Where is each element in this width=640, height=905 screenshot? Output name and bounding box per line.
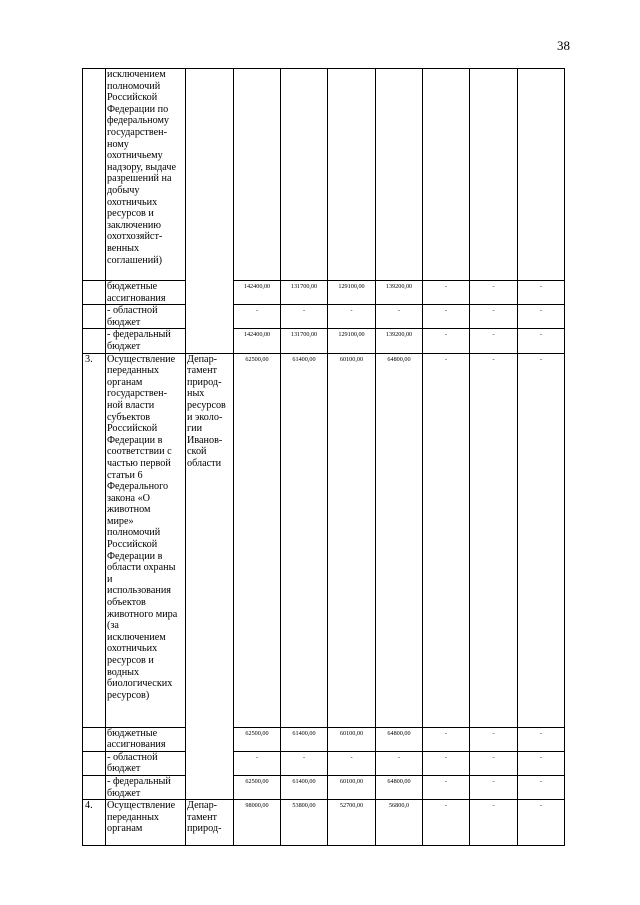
- row-label: - федеральный бюджет: [106, 775, 186, 799]
- table-row-item-3: [83, 353, 565, 727]
- value-cell: -: [518, 281, 565, 305]
- value-cell: -: [470, 353, 518, 727]
- value-cell: -: [423, 800, 470, 846]
- value-cell: -: [518, 800, 565, 846]
- row-label: - областной бюджет: [106, 751, 186, 775]
- value-cell: -: [423, 329, 470, 353]
- value-cell: 98000,00: [234, 800, 281, 846]
- row-label: бюджетные ассигнования: [106, 727, 186, 751]
- row-label: бюджетные ассигнования: [106, 281, 186, 305]
- value-cell: 62500,00: [234, 775, 281, 799]
- value-cell: 64800,00: [376, 353, 423, 727]
- value-cell: -: [376, 305, 423, 329]
- value-cell: -: [470, 800, 518, 846]
- value-cell: 60100,00: [328, 775, 376, 799]
- table-row: [83, 305, 565, 329]
- value-cell: 61400,00: [281, 727, 328, 751]
- value-cell: -: [518, 329, 565, 353]
- executor-cell-continuation: [186, 69, 234, 354]
- value-cell: 53800,00: [281, 800, 328, 846]
- value-cell: -: [281, 305, 328, 329]
- budget-table: [82, 68, 565, 846]
- page-number: 38: [557, 38, 570, 53]
- value-cell: -: [423, 353, 470, 727]
- value-cell: 60100,00: [328, 727, 376, 751]
- value-cell: -: [470, 281, 518, 305]
- value-cell: 139200,00: [376, 281, 423, 305]
- value-cell: -: [423, 751, 470, 775]
- executor-cell: Депар- тамент природ- ных ресурсов и эколо- гии Иванов- ской области: [186, 353, 234, 800]
- value-cell: -: [470, 775, 518, 799]
- value-cell: -: [470, 751, 518, 775]
- value-cell: 61400,00: [281, 775, 328, 799]
- value-cell: -: [423, 775, 470, 799]
- value-cell: 131700,00: [281, 281, 328, 305]
- row-index: 3.: [83, 353, 106, 727]
- value-cell: -: [518, 727, 565, 751]
- value-cell: 52700,00: [328, 800, 376, 846]
- value-cell: -: [376, 751, 423, 775]
- budget-table-wrapper: [82, 68, 565, 846]
- value-cell: -: [328, 751, 376, 775]
- value-cell: -: [518, 353, 565, 727]
- table-row: [83, 727, 565, 751]
- value-cell: 62500,00: [234, 353, 281, 727]
- value-cell: 129100,00: [328, 281, 376, 305]
- value-cell: 64800,00: [376, 775, 423, 799]
- value-cell: 64800,00: [376, 727, 423, 751]
- row-index-cell: [83, 69, 106, 281]
- value-cell: -: [470, 727, 518, 751]
- value-cell: -: [470, 329, 518, 353]
- value-cell: -: [423, 281, 470, 305]
- row-label: - федеральный бюджет: [106, 329, 186, 353]
- table-row: [83, 751, 565, 775]
- value-cell: 142400,00: [234, 281, 281, 305]
- value-cell: -: [518, 305, 565, 329]
- value-cell: -: [518, 751, 565, 775]
- value-cell: -: [234, 305, 281, 329]
- value-cell: 61400,00: [281, 353, 328, 727]
- table-row-item-4: [83, 800, 565, 846]
- item-title: Осуществление переданных органам: [106, 800, 186, 846]
- value-cell: 62500,00: [234, 727, 281, 751]
- row-label: - областной бюджет: [106, 305, 186, 329]
- table-row: [83, 775, 565, 799]
- executor-cell: Депар- тамент природ-: [186, 800, 234, 846]
- value-cell: 129100,00: [328, 329, 376, 353]
- value-cell: 131700,00: [281, 329, 328, 353]
- value-cell: -: [470, 305, 518, 329]
- value-cell: -: [328, 305, 376, 329]
- value-cell: 142400,00: [234, 329, 281, 353]
- table-row-continuation: [83, 69, 565, 281]
- value-cell: -: [234, 751, 281, 775]
- table-row: [83, 329, 565, 353]
- row-index: 4.: [83, 800, 106, 846]
- item-title-continuation: исключением полномочий Российской Федерации по федеральному государствен- ному охотничьему надзору, выдаче разрешений на добычу охотничьих ресурсов и заключению охотхозяйст- венных соглашений): [106, 69, 186, 281]
- value-cell: -: [518, 775, 565, 799]
- item-title: Осуществление переданных органам государствен- ной власти субъектов Российской Федерации в соответствии с частью первой статьи 6 Федерального закона «О животном мире» полномочий Российской Федерации в области охраны и использования объектов животного мира (за исключением охотничьих ресурсов и водных биологических ресурсов): [106, 353, 186, 727]
- value-cell: 56800,0: [376, 800, 423, 846]
- table-row: [83, 281, 565, 305]
- value-cell: 60100,00: [328, 353, 376, 727]
- value-cell: 139200,00: [376, 329, 423, 353]
- value-cell: -: [281, 751, 328, 775]
- value-cell: -: [423, 305, 470, 329]
- value-cell: -: [423, 727, 470, 751]
